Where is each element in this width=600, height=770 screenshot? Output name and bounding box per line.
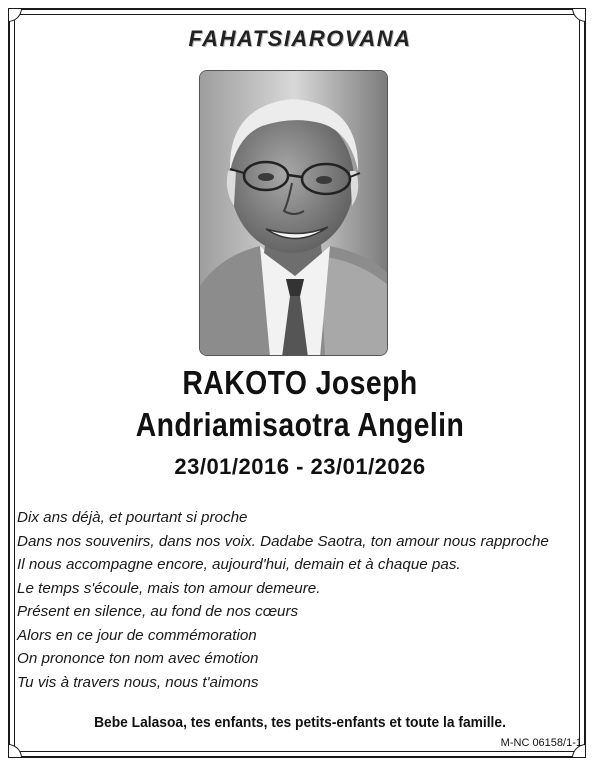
memorial-dates: 23/01/2016 - 23/01/2026 — [174, 454, 426, 479]
portrait-photo — [199, 70, 388, 356]
deceased-name-line2: Andriamisaotra Angelin — [135, 406, 465, 443]
poem-line: Il nous accompagne encore, aujourd'hui, demain et à chaque pas. — [17, 556, 461, 573]
poem-line: Présent en silence, au fond de nos cœurs — [17, 603, 299, 620]
notice-title: FAHATSIAROVANA — [188, 26, 412, 51]
family-signature: Bebe Lalasoa, tes enfants, tes petits-enfants et toute la famille. — [94, 714, 506, 731]
poem-line: Le temps s'écoule, mais ton amour demeure. — [17, 579, 321, 597]
poem-line: Dix ans déjà, et pourtant si proche — [17, 509, 248, 526]
deceased-name-line1: RAKOTO Joseph — [182, 364, 418, 401]
poem-line: On prononce ton nom avec émotion — [17, 650, 259, 667]
poem-line: Dans nos souvenirs, dans nos voix. Dadabe Saotra, ton amour nous rapproche — [17, 532, 549, 550]
poem-line: Alors en ce jour de commémoration — [17, 626, 257, 644]
memorial-poem — [17, 506, 583, 694]
portrait-illustration — [200, 71, 388, 356]
poem-line: Tu vis à travers nous, nous t'aimons — [17, 673, 259, 691]
ad-reference-code: M-NC 06158/1-1 — [500, 737, 582, 749]
